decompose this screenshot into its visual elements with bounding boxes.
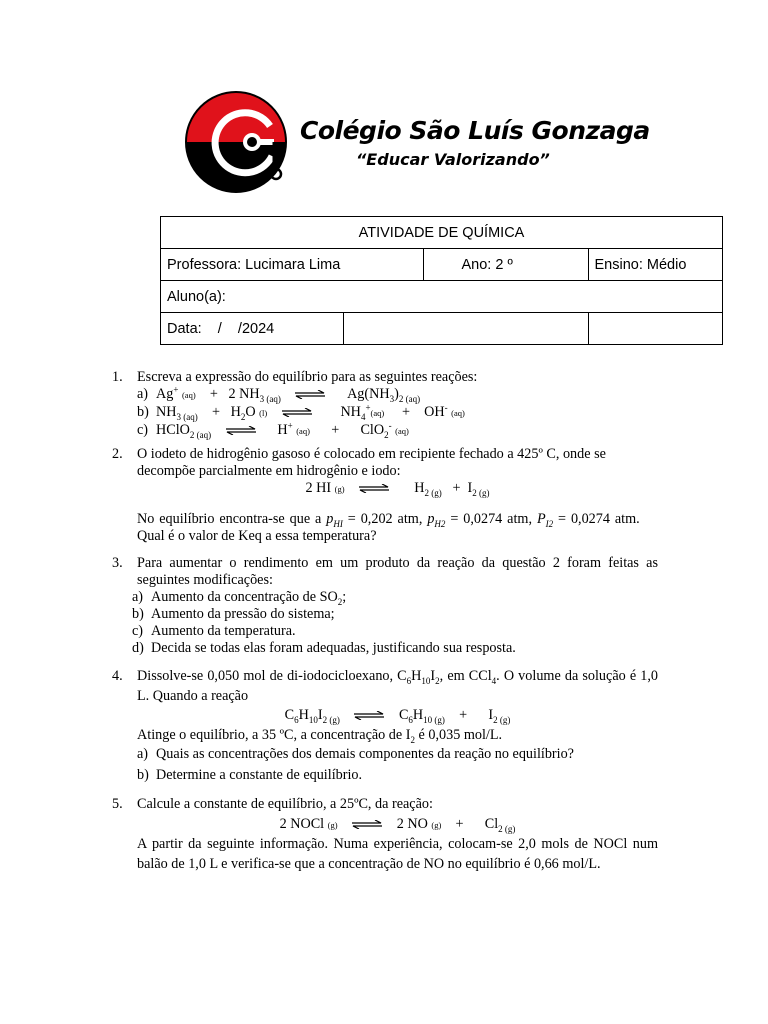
reaction-equation: $C_6H_{10}I_{2 (g)}$ $C_6H_{10 (g)}$ + $I_{2 (g)}$ [284, 707, 511, 725]
question-number: 4. [112, 668, 123, 684]
question-number: 3. [112, 555, 123, 571]
equilibrium-arrow-icon [358, 484, 390, 493]
option-text: Determine a constante de equilíbrio. [156, 766, 363, 783]
school-motto: “Educar Valorizando” [356, 150, 550, 169]
question-text: Qual é o valor de Keq a essa temperatura? [137, 528, 377, 544]
option-text: ; [342, 589, 347, 605]
question-text-part: . O volume da solução é 1,0 L. Quando a reação [137, 668, 658, 704]
activity-title: ATIVIDADE DE QUÍMICA [161, 217, 723, 249]
question-4 [112, 667, 658, 785]
question-3 [112, 555, 658, 657]
option-text: Aumento da concentração de SO [151, 589, 338, 605]
question-text-part: , em CCl [439, 668, 492, 684]
option-a: a) Aumento da concentração de $SO_2$; [132, 589, 347, 607]
reaction-equation: 2 HI (g) $H_{2 (g)} + I_{2 (g)}$ [305, 480, 490, 498]
option-text: Aumento da pressão do sistema; [151, 606, 335, 622]
question-number: 1. [112, 369, 123, 385]
option-text: Quais as concentrações dos demais componentes da reação no equilíbrio? [156, 746, 574, 762]
equilibrium-arrow-icon [351, 820, 383, 829]
school-name: Colégio São Luís Gonzaga [300, 116, 650, 145]
option-d: d) Decida se todas elas foram adequadas, justificando sua resposta. [132, 640, 516, 656]
pressure-value: = 0,0274 atm, [445, 511, 533, 527]
year-field: Ano: 2 º [423, 249, 588, 281]
option-b: b) Aumento da pressão do sistema; [132, 606, 335, 622]
equilibrium-arrow-icon [281, 408, 313, 417]
question-number: 5. [112, 796, 123, 812]
reaction-c: c) HClO$_{2 (aq)}$ H+ (aq) + ClO$_2$- (aq) [137, 420, 409, 440]
item-letter: b) [137, 404, 149, 420]
option-b: b) Determine a constante de equilíbrio. [137, 766, 363, 783]
equilibrium-arrow-icon [353, 711, 385, 720]
question-text: O iodeto de hidrogênio gasoso é colocado em recipiente fechado a 425º C, onde se decompõe parcialmente em hidrogênio e iodo: [137, 446, 606, 479]
option-a: a) Quais as concentrações dos demais componentes da reação no equilíbrio? [137, 746, 574, 762]
question-text: Calcule a constante de equilíbrio, a 25ºC, da reação: [137, 796, 433, 812]
option-c: c) Aumento da temperatura. [132, 623, 296, 639]
level-field: Ensino: Médio [588, 249, 723, 281]
blank-cell [344, 313, 589, 345]
questions-list [112, 369, 658, 880]
question-text-part: Atinge o equilíbrio, a 35 ºC, a concentração de I [137, 726, 411, 743]
option-text: Aumento da temperatura. [151, 623, 296, 639]
equilibrium-arrow-icon [225, 426, 257, 435]
item-letter: a) [137, 386, 149, 402]
header-info-table [160, 216, 723, 345]
reaction-equation: 2 NOCl (g) 2 NO (g) + $Cl_{2 (g)}$ [279, 815, 516, 834]
reaction-a: a) Ag+ (aq) + 2 $NH_{3 (aq)}$ $Ag(NH_3)_{2 (aq)}$ [137, 384, 421, 404]
question-data: A partir da seguinte informação. Numa experiência, colocam-se 2,0 mols de NOCl num balão de 1,0 L e verifica-se que a concentração de NO no equilíbrio é 0,66 mol/L. [137, 836, 658, 872]
question-number: 2. [112, 446, 123, 462]
teacher-field: Professora: Lucimara Lima [161, 249, 424, 281]
pressure-value: = 0,0274 atm. [553, 511, 640, 527]
question-text-part: é 0,035 mol/L. [414, 726, 503, 743]
question-text: Escreva a expressão do equilíbrio para as seguintes reações: [137, 369, 478, 385]
question-data: No equilíbrio encontra-se que a $p_{HI} = 0,202$ atm, $p_{H2} = 0,0274$ atm, $P_{I2} = 0,0274$ atm. Qual é o valor de Keq a essa temperatura? [137, 511, 640, 544]
question-text: Para aumentar o rendimento em um produto da reação da questão 2 foram feitas as seguintes modificações: [137, 555, 658, 588]
date-field[interactable]: Data: / /2024 [161, 313, 344, 345]
reaction-b: b) $NH_{3 (aq)}$ + $H_2O$ (l) $NH_4^+(aq)$ + OH- (aq) [137, 402, 465, 422]
question-2 [112, 446, 658, 545]
blank-cell [588, 313, 723, 345]
question-text: No equilíbrio encontra-se que a [137, 511, 322, 527]
question-text-part: Dissolve-se 0,050 mol de di-iodocicloexano, C [137, 668, 407, 684]
question-5 [112, 795, 658, 874]
question-data: Atinge o equilíbrio, a 35 ºC, a concentração de $I_2$ é 0,035 mol/L. [137, 726, 503, 745]
item-letter: c) [137, 422, 149, 438]
equilibrium-arrow-icon [294, 390, 326, 399]
question-1 [112, 369, 658, 440]
option-text: Decida se todas elas foram adequadas, justificando sua resposta. [151, 640, 516, 656]
question-text: Dissolve-se 0,050 mol de di-iodocicloexano, $C_6H_{10}I_2$, em CCl$_4$. O volume da solução é 1,0 L. Quando a reação [137, 668, 658, 704]
student-field[interactable]: Aluno(a): [161, 281, 723, 313]
pressure-value: = 0,202 atm, [342, 511, 423, 527]
